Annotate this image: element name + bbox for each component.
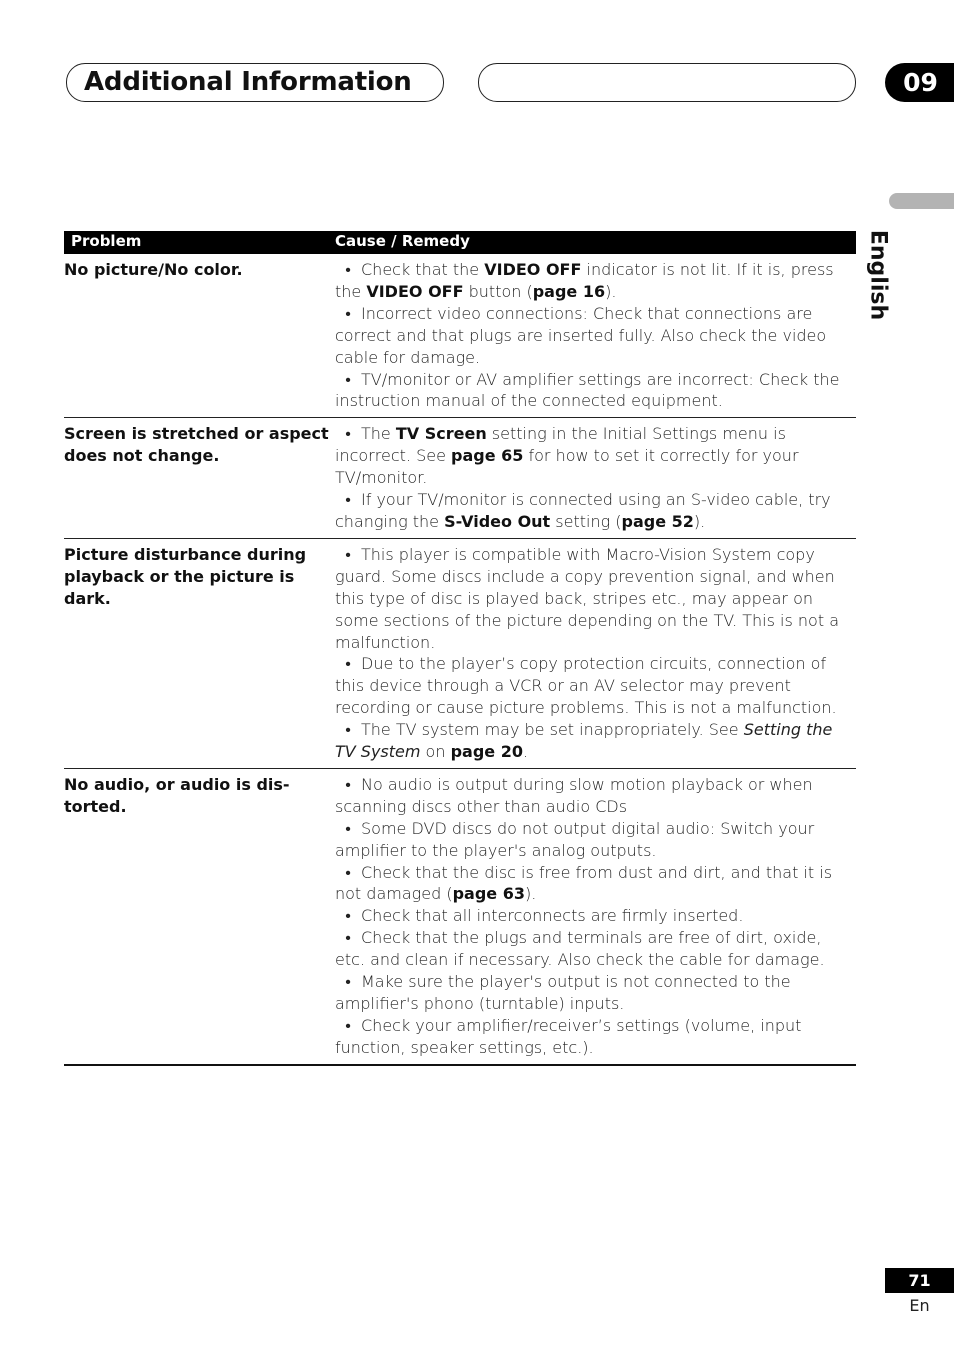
remedy-cell	[335, 774, 856, 1059]
remedy-item	[335, 927, 856, 971]
section-title-box	[66, 63, 444, 102]
remedy-text: Check that the plugs and terminals are free of dirt, oxide, etc. and clean if necessary. Also check the cable for damage.	[335, 928, 825, 970]
remedy-text: If your TV/monitor is connected using an S-video cable, try changing the	[335, 490, 831, 531]
remedy-text: The TV system may be set inappropriately. See	[361, 720, 744, 740]
remedy-text: Check your amplifier/receiver’s settings (volume, input function, speaker settings, etc.).	[335, 1015, 802, 1057]
table-row	[64, 418, 856, 539]
remedy-text: for how to set it correctly for your TV/monitor.	[335, 446, 799, 488]
remedy-text: setting (	[550, 511, 622, 531]
remedy-cell	[335, 544, 856, 763]
remedy-item	[335, 818, 856, 862]
emphasis-text: page 52	[621, 511, 694, 531]
remedy-text: Check that all interconnects are firmly inserted.	[361, 906, 744, 926]
bullet-icon: •	[345, 654, 351, 674]
remedy-text: No audio is output during slow motion playback or when scanning discs other than audio CDs	[335, 774, 813, 816]
bullet-icon: •	[345, 260, 351, 279]
remedy-item	[335, 971, 856, 1015]
remedy-text: setting in the Initial Settings menu is incorrect. See	[335, 424, 786, 466]
remedy-item	[335, 719, 856, 763]
page-language: En	[909, 1296, 930, 1315]
remedy-item	[335, 489, 856, 533]
emphasis-text: page 63	[452, 884, 525, 904]
emphasis-text: page 20	[450, 742, 523, 762]
table-header	[64, 231, 856, 254]
problem-cell: No audio, or audio is dis-torted.	[64, 774, 290, 816]
remedy-text: .	[522, 742, 529, 762]
remedy-item	[335, 544, 856, 654]
remedy-text: ).	[693, 511, 706, 531]
remedy-text: Setting the TV System	[335, 720, 833, 762]
remedy-text: ).	[524, 884, 537, 904]
emphasis-text: page 65	[451, 446, 524, 466]
remedy-text: button (	[463, 281, 533, 301]
column-header-remedy: Cause / Remedy	[335, 232, 470, 250]
bullet-icon: •	[345, 972, 351, 992]
bullet-icon: •	[345, 928, 351, 948]
page-number: 71	[885, 1268, 954, 1293]
bullet-icon: •	[345, 906, 351, 926]
remedy-item	[335, 259, 856, 303]
bullet-icon: •	[345, 369, 351, 389]
emphasis-text: page 16	[532, 281, 606, 301]
remedy-text: Check that the disc is free from dust and dirt, and that it is not damaged (	[335, 862, 833, 904]
remedy-item	[335, 774, 856, 818]
language-label: English	[865, 229, 891, 321]
remedy-item	[335, 423, 856, 489]
table-body	[64, 254, 856, 1066]
bullet-icon: •	[345, 720, 351, 740]
bullet-icon: •	[345, 774, 351, 794]
bullet-icon: •	[345, 544, 351, 564]
chapter-badge: 09	[885, 63, 954, 102]
remedy-item	[335, 303, 856, 369]
emphasis-text: S-Video Out	[444, 511, 551, 531]
bullet-icon: •	[345, 818, 351, 838]
remedy-text: Some DVD discs do not output digital audio: Switch your amplifier to the player's analog outputs.	[335, 818, 815, 860]
table-row	[64, 539, 856, 769]
remedy-text: Incorrect video connections: Check that connections are correct and that plugs are inserted fully. Also check the video cable for damage.	[335, 303, 827, 367]
table-row	[64, 769, 856, 1066]
remedy-text: on	[420, 742, 451, 762]
column-header-problem: Problem	[71, 232, 142, 250]
table-row	[64, 254, 856, 418]
remedy-item	[335, 905, 856, 927]
remedy-text: Due to the player’s copy protection circuits, connection of this device through a VCR or an AV selector may prevent recording or cause picture problems. This is not a malfunction.	[335, 654, 837, 718]
remedy-text: The	[361, 424, 396, 444]
remedy-text: indicator is not lit. If it is, press the	[335, 260, 834, 301]
bullet-icon: •	[345, 424, 351, 444]
problem-cell: Screen is stretched or aspect does not change.	[64, 424, 329, 466]
emphasis-text: VIDEO OFF	[484, 260, 582, 279]
remedy-item	[335, 1015, 856, 1059]
remedy-text: Make sure the player's output is not connected to the amplifier's phono (turntable) inputs.	[335, 972, 791, 1013]
section-title: Additional Information	[84, 67, 412, 97]
remedy-text: TV/monitor or AV amplifier settings are incorrect: Check the instruction manual of the connected equipment.	[335, 369, 840, 411]
bullet-icon: •	[345, 862, 351, 882]
language-tab-marker	[889, 193, 954, 209]
problem-cell: No picture/No color.	[64, 260, 243, 279]
emphasis-text: TV Screen	[395, 424, 487, 444]
remedy-text: ).	[605, 281, 617, 301]
bullet-icon: •	[345, 1015, 351, 1035]
problem-cell: Picture disturbance during playback or the picture is dark.	[64, 544, 307, 608]
remedy-cell	[335, 259, 856, 412]
bullet-icon: •	[345, 490, 351, 510]
remedy-cell	[335, 423, 856, 533]
emphasis-text: VIDEO OFF	[366, 281, 464, 301]
remedy-item	[335, 862, 856, 906]
remedy-text: Check that the	[361, 260, 485, 279]
remedy-text: This player is compatible with Macro-Vision System copy guard. Some discs include a copy prevention signal, and when this type of disc is played back, stripes etc., may appear on some sections of the picture depending on the TV. This is not a malfunction.	[335, 544, 840, 652]
remedy-item	[335, 653, 856, 719]
remedy-item	[335, 369, 856, 413]
bullet-icon: •	[345, 303, 351, 323]
troubleshooting-table	[64, 231, 856, 1066]
header-blank-box	[478, 63, 856, 102]
